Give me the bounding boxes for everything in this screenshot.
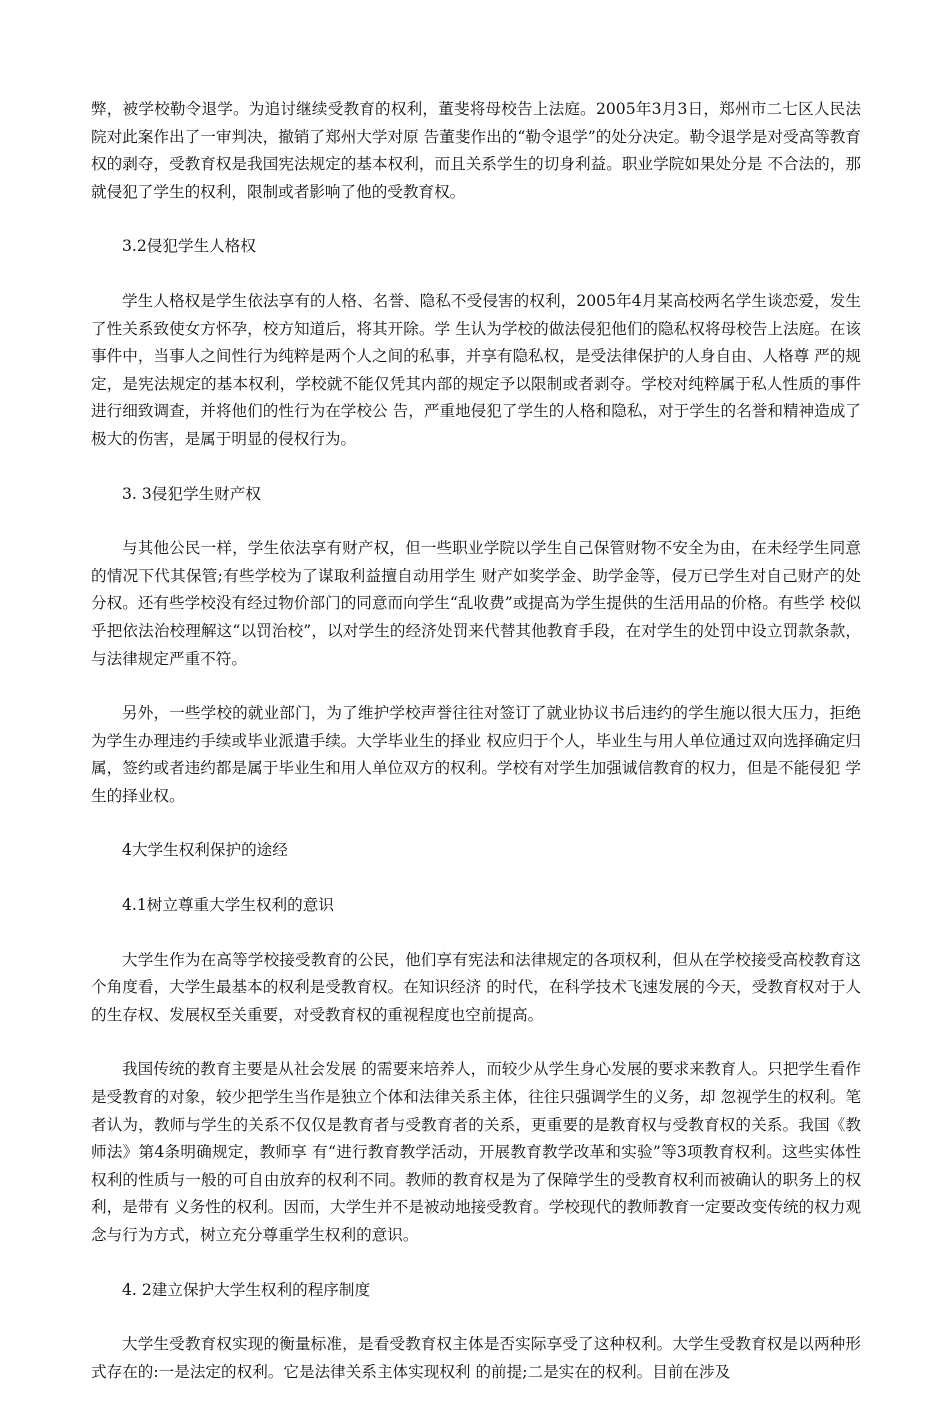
heading-4-2: 4. 2建立保护大学生权利的程序制度 <box>122 1280 371 1299</box>
heading-4: 4大学生权利保护的途经 <box>122 841 288 860</box>
heading-3-2: 3.2侵犯学生人格权 <box>122 237 256 256</box>
paragraph-expulsion-case: 弊，被学校勒令退学。为追讨继续受教育的权利，董斐将母校告上法庭。2005年3月3日，郑州市二七区人民法院对此案作出了一审判决，撤销了郑州大学对原 告董斐作出的“勒令退学”的处分决定。勒令退学是对受高等教育权的剥夺，受教育权是我国宪法规定的基本权利，而且关系学生的切身利益。职业学院如果处分是 不合法的，那就侵犯了学生的权利，限制或者影响了他的受教育权。 <box>91 100 861 201</box>
heading-3-3: 3. 3侵犯学生财产权 <box>122 484 261 503</box>
paragraph-property-right: 与其他公民一样，学生依法享有财产权，但一些职业学院以学生自己保管财物不安全为由，在未经学生同意的情况下代其保管;有些学校为了谋取利益擅自动用学生 财产如奖学金、助学金等，侵万已学生对自己财产的处分权。还有些学校没有经过物价部门的同意而向学生“乱收费”或提高为学生提供的生活用品的价格。有些学 校似乎把依法治校理解这“以罚治校”，以对学生的经济处罚来代替其他教育手段，在对学生的处罚中设立罚款条款，与法律规定严重不符。 <box>91 539 861 668</box>
document-page <box>91 96 861 1413</box>
paragraph-education-right: 大学生作为在高等学校接受教育的公民，他们享有宪法和法律规定的各项权利，但从在学校接受高校教育这个角度看，大学生最基本的权利是受教育权。在知识经济 的时代，在科学技术飞速发展的今天，受教育权对于人的生存权、发展权至关重要，对受教育权的重视程度也空前提高。 <box>91 950 861 1024</box>
paragraph-employment-right: 另外，一些学校的就业部门，为了维护学校声誉往往对签订了就业协议书后违约的学生施以很大压力，拒绝为学生办理违约手续或毕业派遣手续。大学毕业生的择业 权应归于个人，毕业生与用人单位通过双向选择确定归属，签约或者违约都是属于毕业生和用人单位双方的权利。学校有对学生加强诚信教育的权力，但是不能侵犯 学生的择业权。 <box>91 704 861 805</box>
paragraph-measurement-standard: 大学生受教育权实现的衡量标准，是看受教育权主体是否实际享受了这种权利。大学生受教育权是以两种形式存在的:一是法定的权利。它是法律关系主体实现权利 的前提;二是实在的权利。目前在涉及 <box>91 1335 861 1381</box>
paragraph-traditional-education: 我国传统的教育主要是从社会发展 的需要来培养人，而较少从学生身心发展的要求来教育人。只把学生看作是受教育的对象，较少把学生当作是独立个体和法律关系主体，往往只强调学生的义务，却 忽视学生的权利。笔者认为，教师与学生的关系不仅仅是教育者与受教育者的关系，更重要的是教育权与受教育权的关系。我国《教师法》第4条明确规定，教师享 有“进行教育教学活动，开展教育教学改革和实验”等3项教育权利。这些实体性权利的性质与一般的可自由放弃的权利不同。教师的教育权是为了保障学生的受教育权利而被确认的职务上的权利，是带有 义务性的权利。因而，大学生并不是被动地接受教育。学校现代的教师教育一定要改变传统的权力观念与行为方式，树立充分尊重学生权利的意识。 <box>91 1060 861 1244</box>
heading-4-1: 4.1树立尊重大学生权利的意识 <box>122 896 334 915</box>
paragraph-personality-right: 学生人格权是学生依法享有的人格、名誉、隐私不受侵害的权利，2005年4月某高校两名学生谈恋爱，发生了性关系致使女方怀孕，校方知道后，将其开除。学 生认为学校的做法侵犯他们的隐私权将母校告上法庭。在该事件中，当事人之间性行为纯粹是两个人之间的私事，并享有隐私权，是受法律保护的人身自由、人格尊 严的规定，是宪法规定的基本权利，学校就不能仅凭其内部的规定予以限制或者剥夺。学校对纯粹属于私人性质的事件进行细致调查，并将他们的性行为在学校公 告，严重地侵犯了学生的人格和隐私，对于学生的名誉和精神造成了极大的伤害，是属于明显的侵权行为。 <box>91 291 861 448</box>
